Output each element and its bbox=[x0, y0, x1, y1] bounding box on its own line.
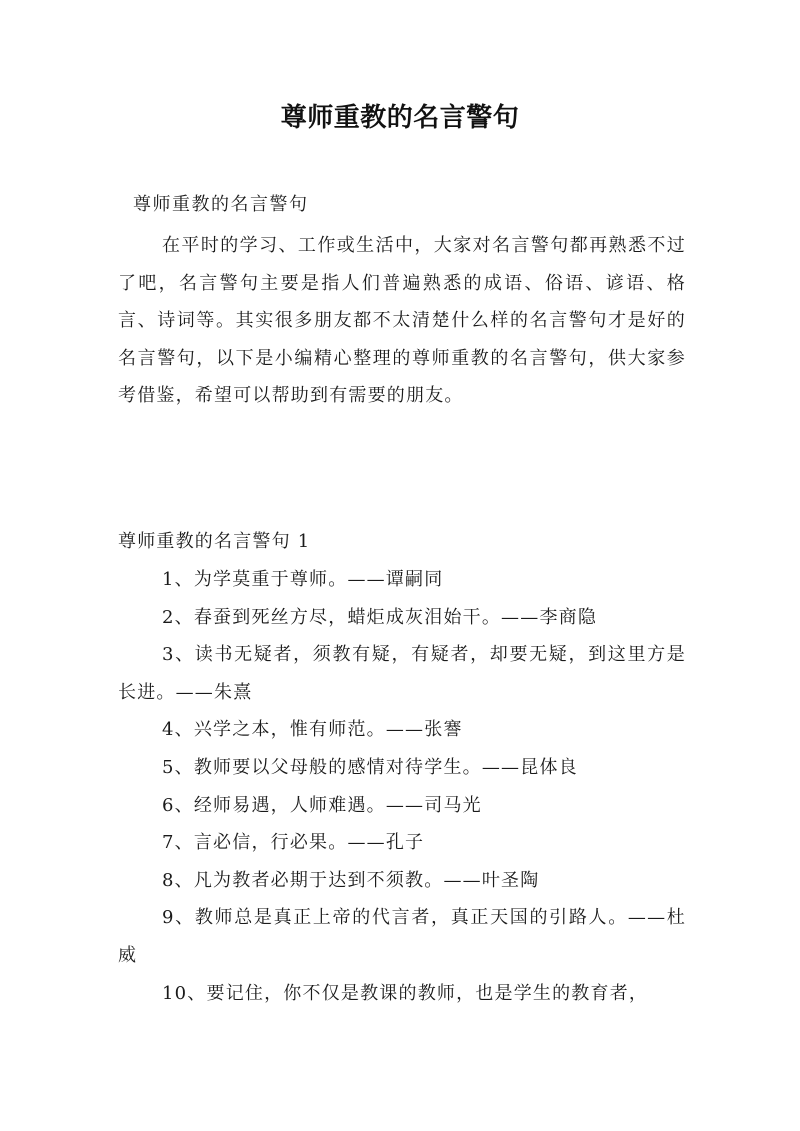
quote-item-1: 1、为学莫重于尊师。——谭嗣同 bbox=[162, 569, 444, 590]
document-title: 尊师重教的名言警句 bbox=[280, 103, 520, 133]
quote-item-3: 3、读书无疑者，须教有疑，有疑者，却要无疑，到这里方是长进。——朱熹 bbox=[118, 644, 686, 703]
quote-item-9: 9、教师总是真正上帝的代言者，真正天国的引路人。——杜威 bbox=[118, 907, 686, 966]
document-subtitle: 尊师重教的名言警句 bbox=[133, 194, 309, 215]
quote-list bbox=[118, 561, 686, 1012]
quote-item-10: 10、要记住，你不仅是教课的教师，也是学生的教育者， bbox=[162, 982, 649, 1004]
quote-item-5: 5、教师要以父母般的感情对待学生。——昆体良 bbox=[162, 756, 578, 778]
quote-item-4: 4、兴学之本，惟有师范。——张謇 bbox=[162, 719, 463, 741]
section-heading: 尊师重教的名言警句 1 bbox=[118, 531, 311, 552]
quote-item-7: 7、言必信，行必果。——孔子 bbox=[162, 832, 425, 854]
quote-item-6: 6、经师易遇，人师难遇。——司马光 bbox=[162, 794, 482, 816]
quote-item-2: 2、春蚕到死丝方尽，蜡炬成灰泪始干。——李商隐 bbox=[162, 606, 598, 628]
intro-paragraph: 在平时的学习、工作或生活中，大家对名言警句都再熟悉不过了吧，名言警句主要是指人们普遍熟悉的成语、俗语、谚语、格言、诗词等。其实很多朋友都不太清楚什么样的名言警句才是好的名言警句，以下是小编精心整理的尊师重教的名言警句，供大家参考借鉴，希望可以帮助到有需要的朋友。 bbox=[118, 235, 686, 407]
quote-item-8: 8、凡为教者必期于达到不须教。——叶圣陶 bbox=[162, 869, 540, 891]
